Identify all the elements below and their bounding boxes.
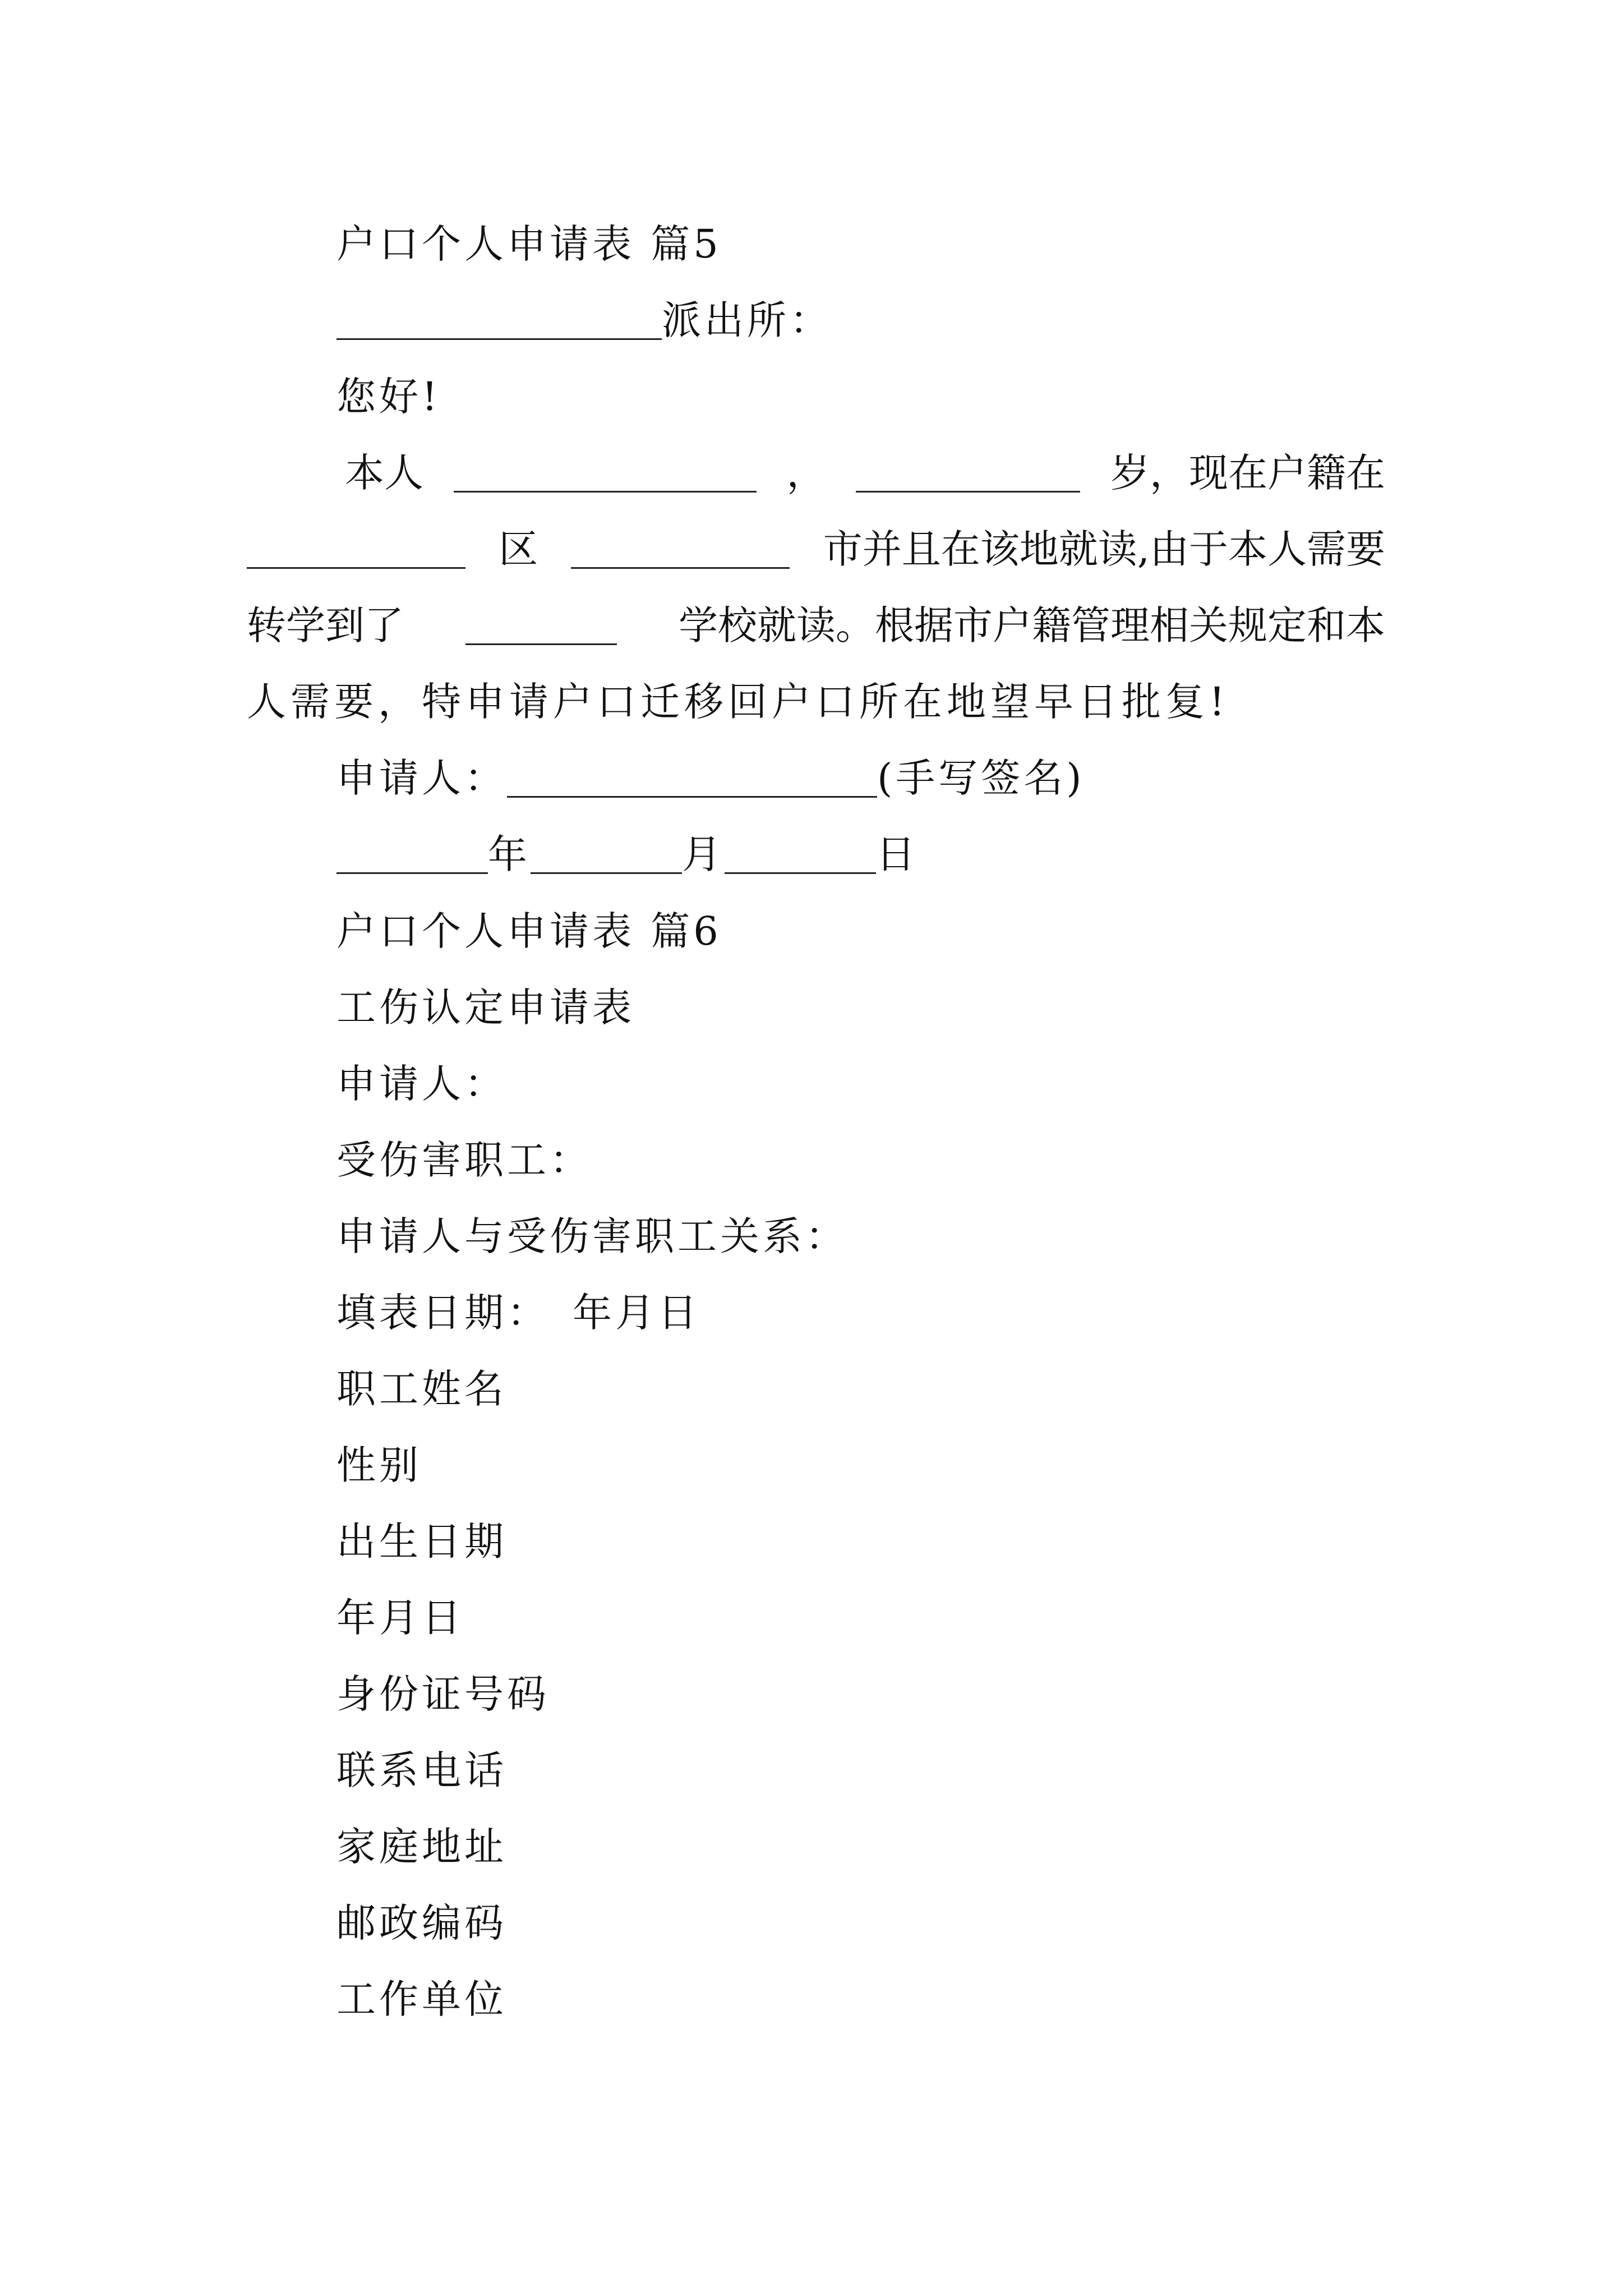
body-text-age: 岁，现在户籍在 [1110, 450, 1385, 496]
body-text-school: 学校就读。根据市户籍管理相关规定和本 [679, 602, 1385, 648]
date-day-label: 日 [876, 831, 919, 877]
section-6-title: 户口个人申请表 篇6 [336, 908, 722, 954]
police-station-blank[interactable] [336, 301, 662, 340]
field-home-address: 家庭地址 [336, 1824, 507, 1870]
field-gender: 性别 [336, 1442, 422, 1488]
field-id-number: 身份证号码 [336, 1671, 550, 1717]
body-text-city: 市并且在该地就读,由于本人需要 [823, 526, 1385, 572]
year-blank[interactable] [336, 835, 488, 874]
body-text-district: 区 [499, 526, 538, 572]
field-applicant: 申请人： [336, 1061, 507, 1107]
body-line-1 [345, 450, 1385, 496]
signature-blank[interactable] [507, 759, 877, 798]
field-work-unit: 工作单位 [336, 1976, 507, 2022]
field-birth-date-ymd: 年月日 [336, 1595, 464, 1641]
field-phone: 联系电话 [336, 1747, 507, 1793]
date-month-label: 月 [682, 831, 725, 877]
school-blank[interactable] [465, 606, 617, 645]
field-relationship: 申请人与受伤害职工关系： [336, 1213, 848, 1259]
district-blank[interactable] [247, 530, 465, 569]
body-line-4: 人需要，特申请户口迁移回户口所在地望早日批复! [247, 679, 1230, 725]
city-blank[interactable] [571, 530, 790, 569]
name-blank[interactable] [454, 454, 757, 493]
date-year-label: 年 [488, 831, 531, 877]
recipient-line [336, 297, 832, 343]
field-worker-name: 职工姓名 [336, 1366, 507, 1412]
recipient-suffix: 派出所： [662, 297, 832, 343]
body-text-transfer: 转学到了 [247, 602, 404, 648]
field-birth-date: 出生日期 [336, 1519, 507, 1565]
field-postal-code: 邮政编码 [336, 1900, 507, 1946]
signature-note: (手写签名) [877, 755, 1085, 801]
month-blank[interactable] [531, 835, 682, 874]
body-line-2 [247, 526, 1385, 572]
greeting: 您好! [336, 374, 441, 420]
signature-line [336, 755, 1085, 801]
signature-label: 申请人： [336, 755, 507, 801]
day-blank[interactable] [725, 835, 876, 874]
field-injured-worker: 受伤害职工： [336, 1137, 592, 1183]
body-comma: ， [786, 450, 826, 496]
body-line-3 [247, 602, 1385, 648]
field-fill-date: 填表日期： 年月日 [336, 1290, 700, 1336]
body-text-self: 本人 [345, 450, 423, 496]
date-line [336, 831, 919, 877]
form-title: 工伤认定申请表 [336, 984, 635, 1030]
section-5-title: 户口个人申请表 篇5 [336, 221, 722, 267]
age-blank[interactable] [856, 454, 1080, 493]
